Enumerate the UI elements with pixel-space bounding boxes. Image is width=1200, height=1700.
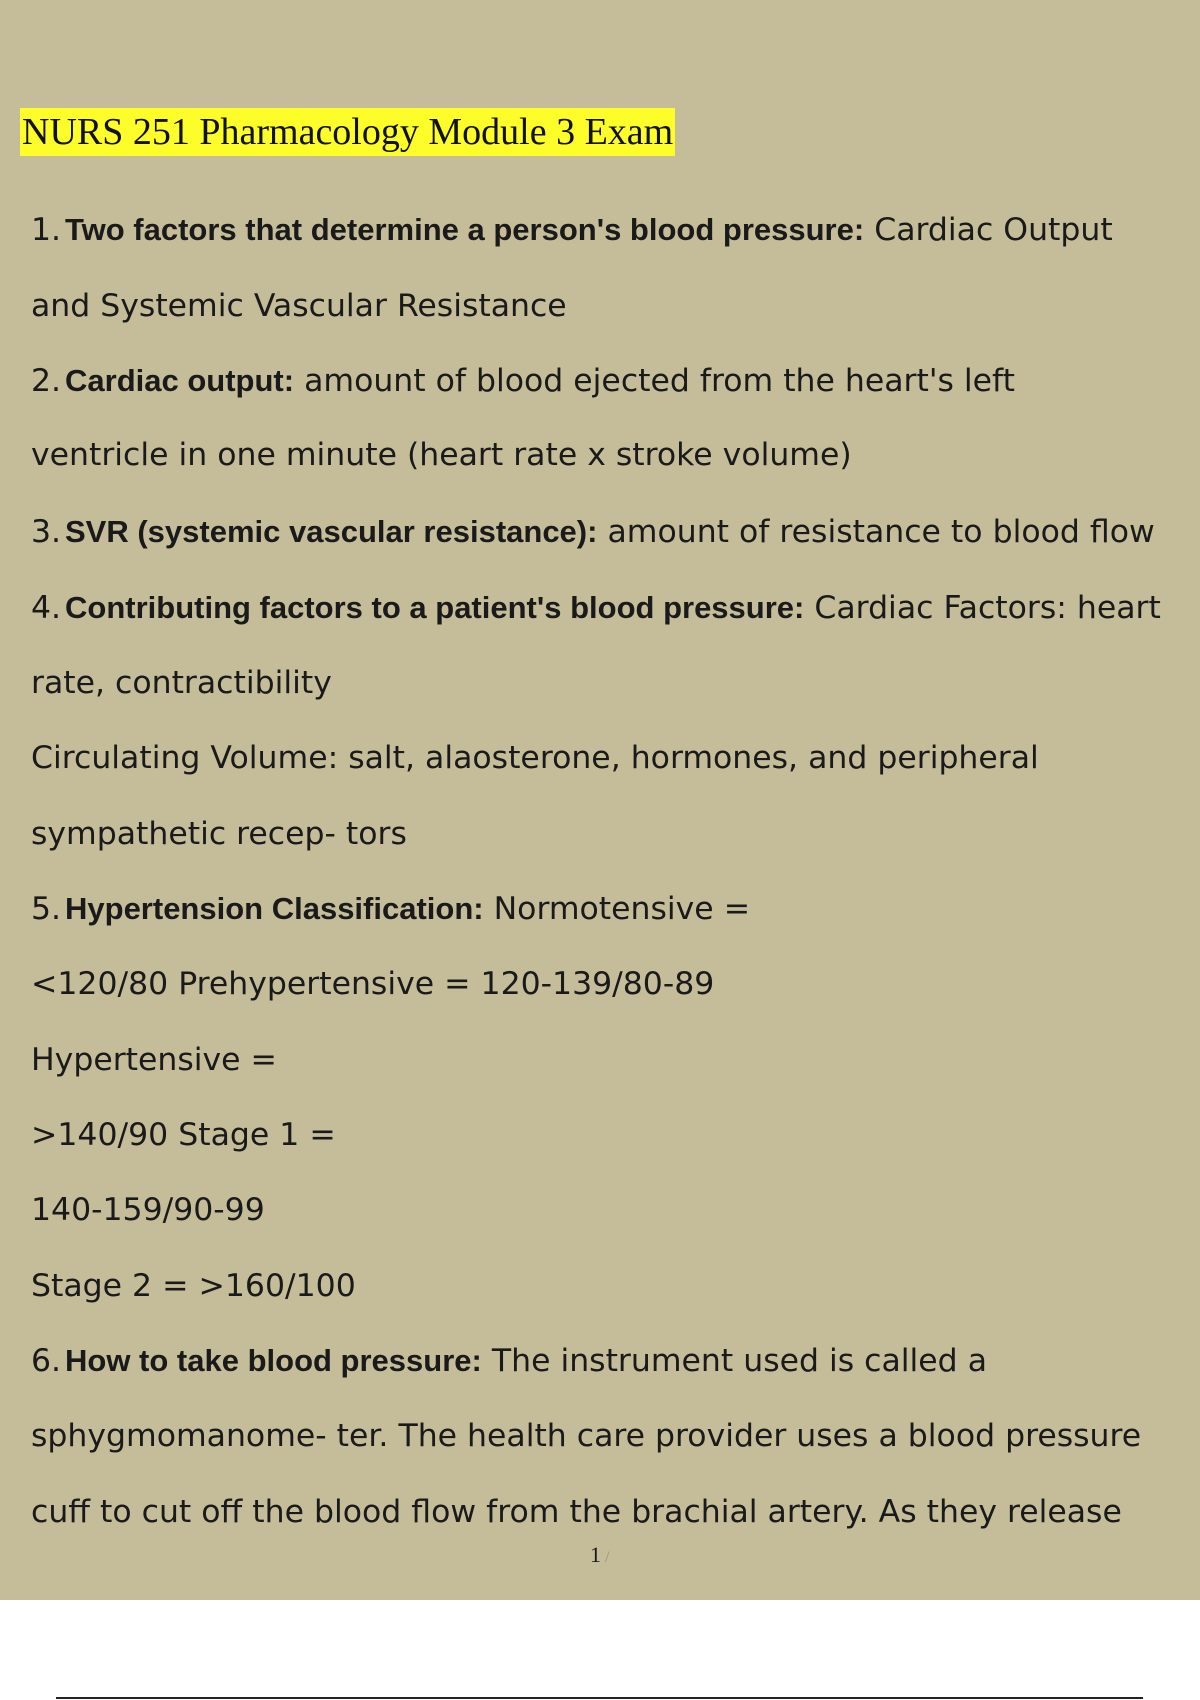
item-term: How to take blood pressure:	[65, 1343, 482, 1378]
item-continuation: 140-159/90-99	[31, 1192, 265, 1228]
item-definition: amount of blood ejected from the heart's left	[294, 363, 1015, 399]
item-definition: Cardiac Factors: heart	[804, 590, 1161, 626]
item-term: Two factors that determine a person's blood pressure:	[65, 212, 865, 247]
divider	[56, 1697, 1143, 1699]
item-definition: amount of resistance to blood flow	[597, 514, 1155, 550]
page-number-separator: /	[605, 1549, 610, 1566]
item-term: SVR (systemic vascular resistance):	[65, 514, 598, 549]
item-term: Cardiac output:	[65, 363, 295, 398]
item-number: 5.	[31, 891, 62, 927]
list-item-4	[31, 584, 1161, 632]
item-continuation: <120/80 Prehypertensive = 120-139/80-89	[31, 966, 715, 1002]
item-continuation: ventricle in one minute (heart rate x stroke volume)	[31, 437, 852, 473]
item-term: Hypertension Classification:	[65, 891, 484, 926]
list-item-1	[31, 206, 1113, 254]
page-number	[590, 1540, 609, 1570]
item-continuation: cuff to cut off the blood flow from the brachial artery. As they release	[31, 1494, 1122, 1530]
item-definition: Normotensive =	[483, 891, 751, 927]
item-number: 3.	[31, 514, 62, 550]
item-number: 2.	[31, 363, 62, 399]
item-definition: The instrument used is called a	[481, 1343, 987, 1379]
item-continuation: Circulating Volume: salt, alaosterone, hormones, and peripheral	[31, 740, 1039, 776]
list-item-6	[31, 1337, 987, 1385]
item-number: 1.	[31, 212, 62, 248]
list-item-5	[31, 885, 750, 933]
item-continuation: and Systemic Vascular Resistance	[31, 288, 567, 324]
item-continuation: Hypertensive =	[31, 1042, 277, 1078]
item-continuation: sympathetic recep- tors	[31, 816, 407, 852]
document-title: NURS 251 Pharmacology Module 3 Exam	[20, 108, 675, 156]
item-number: 6.	[31, 1343, 62, 1379]
list-item-2	[31, 357, 1015, 405]
item-continuation: >140/90 Stage 1 =	[31, 1117, 336, 1153]
item-term: Contributing factors to a patient's blood pressure:	[65, 590, 805, 625]
item-continuation: sphygmomanome- ter. The health care provider uses a blood pressure	[31, 1418, 1142, 1454]
list-item-3	[31, 508, 1155, 556]
item-definition: Cardiac Output	[864, 212, 1113, 248]
page-number-value: 1	[590, 1542, 601, 1567]
item-number: 4.	[31, 590, 62, 626]
item-continuation: Stage 2 = >160/100	[31, 1268, 356, 1304]
item-continuation: rate, contractibility	[31, 665, 332, 701]
